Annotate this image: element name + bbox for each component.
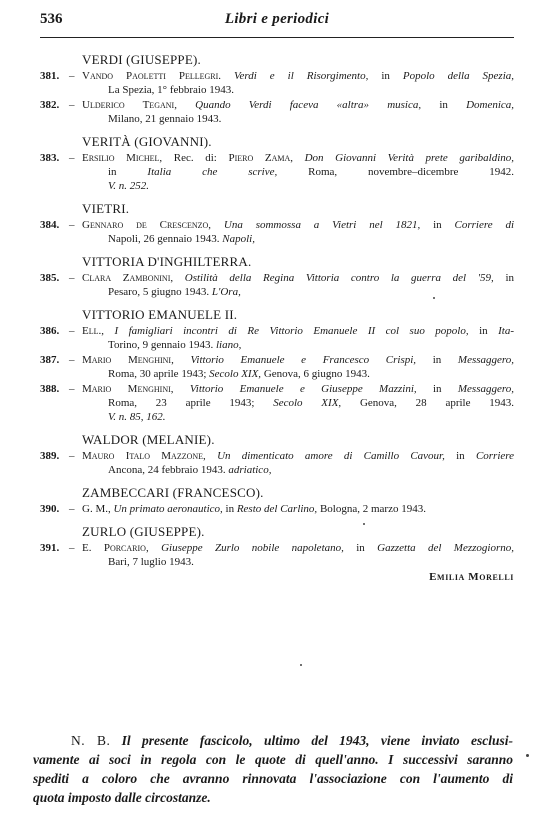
entry-line [82,69,514,83]
bibliography-list [40,52,514,569]
bib-entry [40,218,514,246]
note-text: Il presente fascicolo, ultimo del 1943, viene inviato esclusi- [121,733,514,748]
entry-text: in [381,70,390,82]
entry-venue: Ita- [498,325,515,337]
entry-text: in [356,542,365,554]
bib-entry [40,353,514,381]
entry-line [82,151,514,165]
bib-section [40,432,514,477]
speck [433,297,435,299]
entry-text: La Spezia, 1° febbraio 1943. [108,84,234,96]
entry-line [82,396,514,410]
entry-venue: Secolo XIX, [209,368,262,380]
bib-section [40,201,514,246]
entry-dash: – [69,325,75,337]
entry-venue: V. n. 252. [108,180,150,192]
entry-text: in [479,325,488,337]
nota-bene [33,731,513,807]
bib-entry [40,69,514,97]
entry-title: Una sommossa a Vietri nel 1821, [223,219,421,231]
entry-venue: Domenica, [466,99,515,111]
entry-venue: adriatico, [228,464,272,476]
entry-text: Roma, novembre–dicembre 1942. [308,166,514,178]
note-line: vamente ai soci in regola con le quote di quell'anno. I successivi saranno [33,752,513,767]
entry-venue: Popolo della Spezia, [402,70,515,82]
entry-line [82,98,514,112]
entry-venue: Secolo XIX, [273,397,342,409]
entry-text: Ancona, 24 febbraio 1943. [108,464,226,476]
entry-text: in [108,166,117,178]
section-heading: ZURLO (GIUSEPPE). [82,524,205,539]
entry-author: Ulderico Tegani, [82,99,177,111]
entry-author: Mario Menghini, [82,354,174,366]
entry-author: Ersilio Michel, [82,152,163,164]
section-heading: WALDOR (MELANIE). [82,432,215,447]
entry-number: 390. [40,503,60,515]
entry-line [82,112,514,126]
entry-dash: – [69,99,75,111]
entry-text: Pesaro, 5 giugno 1943. [108,286,210,298]
bib-entry [40,324,514,352]
entry-dash: – [69,70,75,82]
page-header [40,11,514,38]
section-heading: VIETRI. [82,201,130,216]
bib-section [40,254,514,299]
entry-venue: V. n. 85, 162. [108,411,166,423]
entry-author: Clara Zambonini, [82,272,174,284]
entry-text: Genova, 6 giugno 1943. [263,368,370,380]
entry-venue: Italia che scrive, [147,166,278,178]
bib-section [40,52,514,126]
entry-venue: L'Ora, [211,286,241,298]
bib-section [40,307,514,424]
bib-section [40,485,514,516]
entry-text: Napoli, 26 gennaio 1943. [108,233,220,245]
running-title: Libri e periodici [224,11,330,27]
entry-number: 383. [40,152,60,164]
entry-text: in [432,383,442,395]
entry-author: Vando Paoletti Pellegri. [82,70,222,82]
entry-venue: liano, [216,339,242,351]
bib-entry [40,502,514,516]
entry-line [82,541,514,555]
entry-text: in [433,219,442,231]
entry-author: Ell., [82,325,104,337]
entry-text: Genova, 28 aprile 1943. [359,397,515,409]
entry-author: Mauro Italo Mazzone, [82,450,206,462]
entry-number: 387. [40,354,60,366]
entry-dash: – [69,219,75,231]
section-heading: VITTORIA D'INGHILTERRA. [82,254,252,269]
entry-title: Ostilità della Regina Vittoria contro la guerra del '59, [184,272,494,284]
entry-text: in [225,503,235,515]
entry-title: Verdi e il Risorgimento, [234,70,369,82]
bib-entry [40,541,514,569]
entry-line [82,271,514,285]
entry-title: Giuseppe Zurlo nobile napoletano, [161,542,344,554]
speck [300,664,302,666]
entry-venue: Resto del Carlino, [236,503,318,515]
entry-line [82,367,514,381]
section-heading: VERITÀ (GIOVANNI). [82,134,212,149]
entry-line [82,382,514,396]
entry-author: Gennaro de Crescenzo, [82,219,212,231]
bib-entry [40,449,514,477]
section-heading: VITTORIO EMANUELE II. [82,307,238,322]
author-signature: Emilia Morelli [429,571,514,583]
entry-dash: – [69,383,75,395]
entry-title: Don Giovanni Verità prete garibaldino, [304,152,515,164]
entry-line [82,218,514,232]
entry-text: in [439,99,448,111]
entry-venue: Corriere di [454,219,515,231]
entry-number: 384. [40,219,60,231]
entry-dash: – [69,152,75,164]
speck [363,523,365,525]
entry-venue: Napoli, [222,233,255,245]
entry-author: Mario Menghini, [82,383,174,395]
entry-author: G. M., [82,503,111,515]
entry-line [82,324,514,338]
entry-text: Roma, 23 aprile 1943; [108,397,255,409]
entry-author: Piero Zama, [228,152,293,164]
entry-venue: Messaggero, [457,354,515,366]
bib-entry [40,271,514,299]
entry-dash: – [69,450,75,462]
bib-section [40,524,514,569]
entry-venue: Messaggero, [457,383,515,395]
entry-line [82,555,514,569]
entry-line [82,83,514,97]
note-line [33,731,513,750]
entry-number: 381. [40,70,60,82]
note-line: spediti a coloro che avranno rinnovata l'associazione con l'aumento di [33,771,513,786]
entry-title: Vittorio Emanuele e Francesco Crispi, [190,354,417,366]
bib-entry [40,151,514,193]
entry-text: in [505,272,515,284]
bib-entry [40,382,514,424]
note-label: N. B. [71,733,111,748]
entry-line [82,449,514,463]
entry-text: Milano, 21 gennaio 1943. [108,113,222,125]
entry-line [82,410,514,424]
bib-entry [40,98,514,126]
entry-text: Bologna, 2 marzo 1943. [319,503,426,515]
entry-text: in [456,450,465,462]
entry-number: 389. [40,450,60,462]
entry-dash: – [69,503,75,515]
entry-text: Torino, 9 gennaio 1943. [108,339,214,351]
note-line: quota imposto dalle circostanze. [33,790,211,805]
speck [526,754,529,757]
entry-title: I famigliari incontri di Re Vittorio Emanuele II col suo popolo, [114,325,469,337]
entry-line [82,232,514,246]
entry-title: Quando Verdi faceva «altra» musica, [195,99,422,111]
entry-line [82,502,514,516]
section-heading: VERDI (GIUSEPPE). [82,52,201,67]
entry-line [82,463,514,477]
entry-title: Un dimenticato amore di Camillo Cavour, [217,450,445,462]
entry-line [82,165,514,179]
entry-line [82,338,514,352]
entry-line [82,285,514,299]
entry-text: Roma, 30 aprile 1943; [108,368,207,380]
bib-section [40,134,514,193]
entry-text: Bari, 7 luglio 1943. [108,556,194,568]
entry-text: in [432,354,442,366]
entry-dash: – [69,542,75,554]
page-number: 536 [40,11,63,27]
entry-number: 388. [40,383,60,395]
entry-line [82,353,514,367]
entry-author: E. Porcario, [82,542,149,554]
entry-line [82,179,514,193]
entry-number: 382. [40,99,60,111]
entry-number: 391. [40,542,60,554]
entry-dash: – [69,272,75,284]
entry-title: Vittorio Emanuele e Giuseppe Mazzini, [189,383,417,395]
entry-text: Rec. di: [173,152,217,164]
entry-venue: Gazzetta del Mezzogiorno, [377,542,515,554]
entry-dash: – [69,354,75,366]
entry-number: 385. [40,272,60,284]
entry-venue: Corriere [475,450,515,462]
entry-number: 386. [40,325,60,337]
section-heading: ZAMBECCARI (FRANCESCO). [82,485,264,500]
entry-title: Un primato aeronautico, [113,503,223,515]
